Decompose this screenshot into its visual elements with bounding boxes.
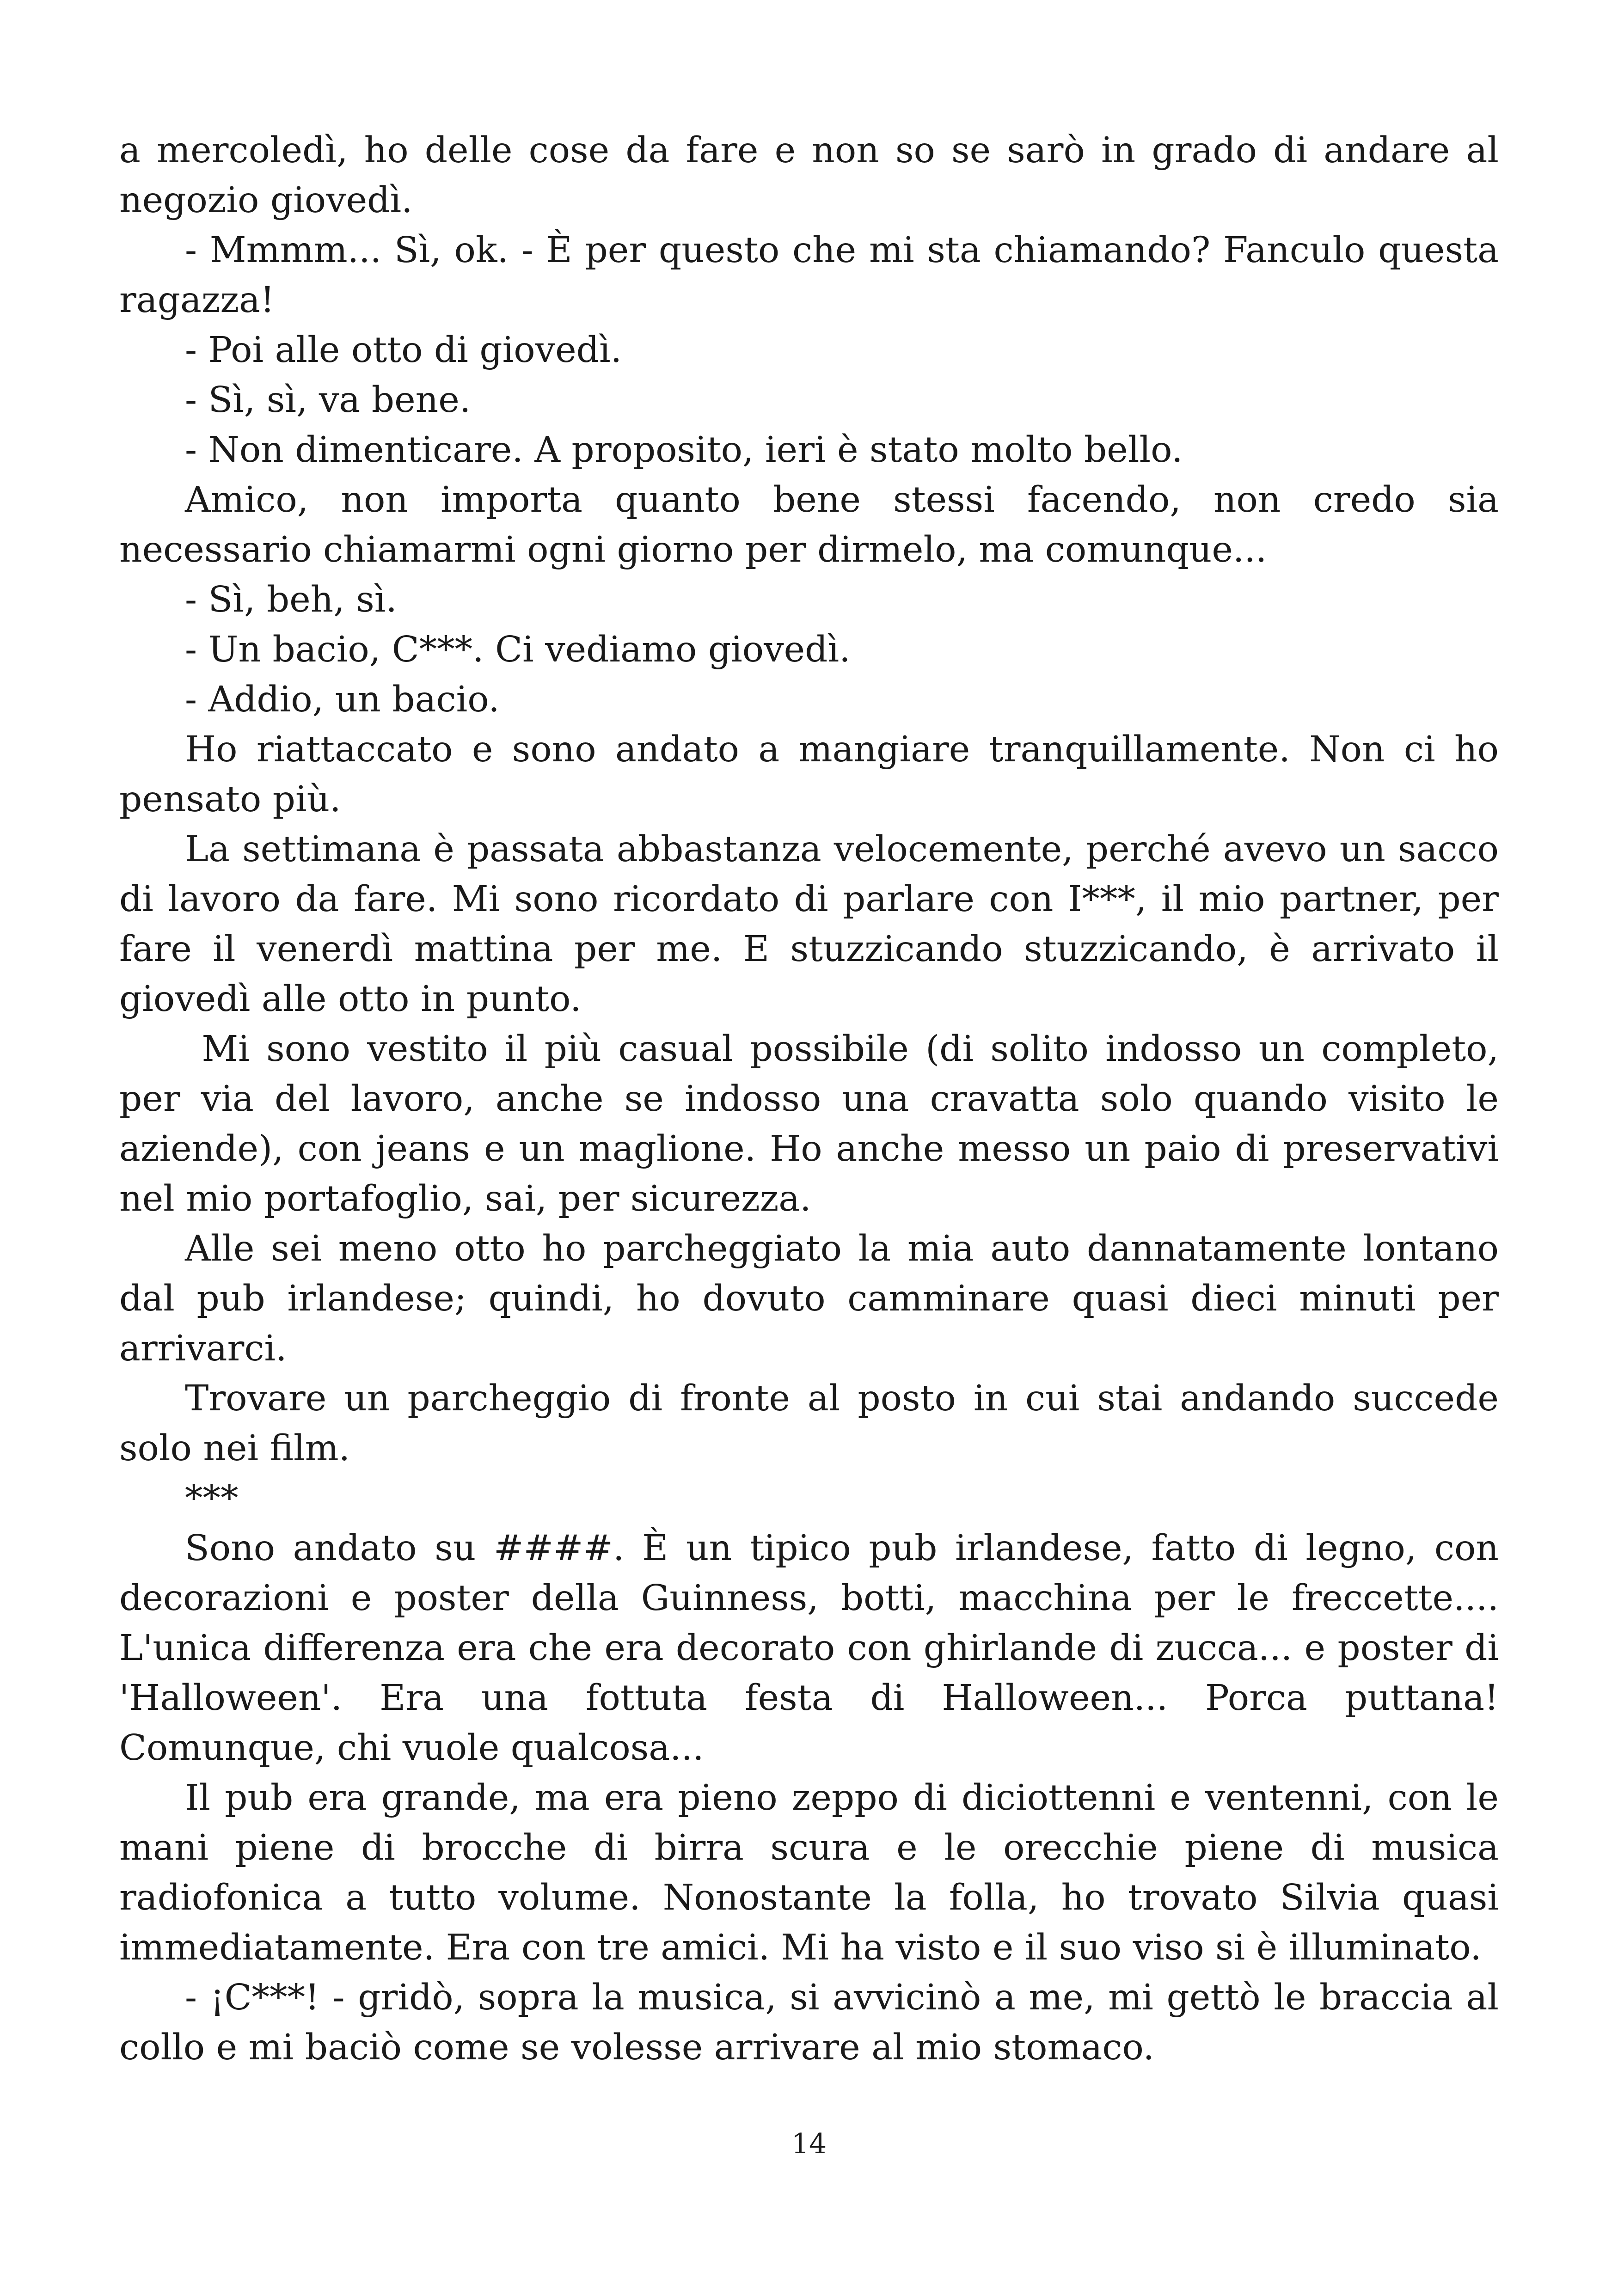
section-break: *** bbox=[185, 1478, 239, 1519]
paragraph: Amico, non importa quanto bene stessi facendo, non credo sia necessario chiamarmi ogni giorno per dirmelo, ma comunque... bbox=[119, 479, 1499, 570]
body-text bbox=[119, 126, 1510, 2073]
dialogue-line: - Sì, beh, sì. bbox=[185, 579, 397, 620]
paragraph: Alle sei meno otto ho parcheggiato la mia auto dannatamente lontano dal pub irlandese; quindi, ho dovuto camminare quasi dieci minuti per arrivarci. bbox=[119, 1228, 1499, 1369]
page-number: 14 bbox=[791, 2128, 827, 2160]
dialogue-line: - Un bacio, C***. Ci vediamo giovedì. bbox=[185, 629, 851, 670]
paragraph: Ho riattaccato e sono andato a mangiare tranquillamente. Non ci ho pensato più. bbox=[119, 729, 1499, 820]
paragraph: La settimana è passata abbastanza velocemente, perché avevo un sacco di lavoro da fare. Mi sono ricordato di parlare con I***, il mio partner, per fare il venerdì mattina per me. E stuzzicando stuzzicando, è arrivato il giovedì alle otto in punto. bbox=[119, 829, 1499, 1020]
paragraph: Sono andato su ####. È un tipico pub irlandese, fatto di legno, con decorazioni e poster della Guinness, botti, macchina per le freccette.... L'unica differenza era che era decorato con ghirlande di zucca... e poster di 'Halloween'. Era una fottuta festa di Halloween... Porca puttana! Comunque, chi vuole qualcosa... bbox=[119, 1528, 1499, 1769]
dialogue-line: - Addio, un bacio. bbox=[185, 679, 500, 720]
paragraph: Trovare un parcheggio di fronte al posto in cui stai andando succede solo nei film. bbox=[119, 1378, 1499, 1469]
dialogue-line: - Mmmm... Sì, ok. - È per questo che mi sta chiamando? Fanculo questa ragazza! bbox=[119, 230, 1499, 321]
paragraph-continuation: a mercoledì, ho delle cose da fare e non so se sarò in grado di andare al negozio giovedì. bbox=[119, 130, 1499, 221]
dialogue-line: - Sì, sì, va bene. bbox=[185, 380, 471, 421]
paragraph: Mi sono vestito il più casual possibile (di solito indosso un completo, per via del lavoro, anche se indosso una cravatta solo quando visito le aziende), con jeans e un maglione. Ho anche messo un paio di preservativi nel mio portafoglio, sai, per sicurezza. bbox=[119, 1029, 1510, 1219]
dialogue-line: - ¡C***! - gridò, sopra la musica, si avvicinò a me, mi gettò le braccia al collo e mi baciò come se volesse arrivare al mio stomaco. bbox=[119, 1977, 1499, 2068]
dialogue-line: - Poi alle otto di giovedì. bbox=[185, 330, 622, 371]
paragraph: Il pub era grande, ma era pieno zeppo di diciottenni e ventenni, con le mani piene di brocche di birra scura e le orecchie piene di musica radiofonica a tutto volume. Nonostante la folla, ho trovato Silvia quasi immediatamente. Era con tre amici. Mi ha visto e il suo viso si è illuminato. bbox=[119, 1777, 1499, 1968]
dialogue-line: - Non dimenticare. A proposito, ieri è stato molto bello. bbox=[185, 429, 1183, 471]
